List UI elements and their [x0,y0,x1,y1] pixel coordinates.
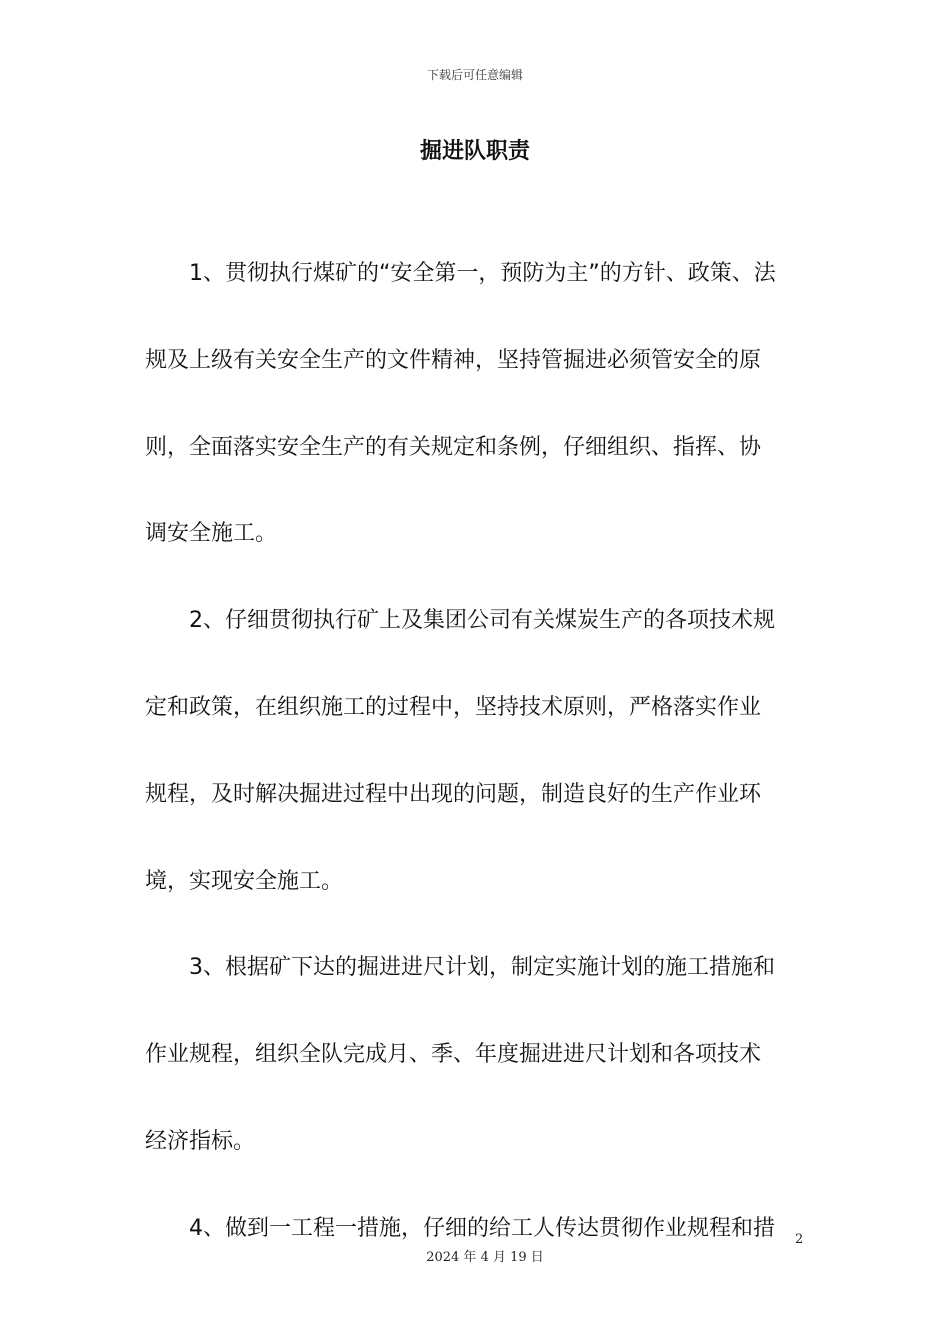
text-line: 则，全面落实安全生产的有关规定和条例，仔细组织、指挥、协 [145,434,762,460]
text-line: 作业规程，组织全队完成月、季、年度掘进进尺计划和各项技术 [145,1042,762,1068]
text-line: 经济指标。 [145,1128,256,1154]
page-number: 2 [795,1232,804,1247]
text-line: 4、做到一工程一措施，仔细的给工人传达贯彻作业规程和措 [189,1215,775,1241]
text-line: 调安全施工。 [145,521,278,547]
page-header: 下载后可任意编辑 [426,68,523,82]
text-line: 1、贯彻执行煤矿的“安全第一，预防为主”的方针、政策、法 [189,261,776,286]
text-line: 规及上级有关安全生产的文件精神，坚持管掘进必须管安全的原 [145,347,762,373]
document-body [145,244,807,1286]
text-line: 2、仔细贯彻执行矿上及集团公司有关煤炭生产的各项技术规 [189,608,775,634]
text-line: 规程，及时解决掘进过程中出现的问题，制造良好的生产作业环 [145,781,762,807]
text-line: 定和政策，在组织施工的过程中，坚持技术原则，严格落实作业 [145,694,762,720]
text-line: 3、根据矿下达的掘进进尺计划，制定实施计划的施工措施和 [189,955,775,981]
text-line: 境，实现安全施工。 [145,868,344,894]
footer-date: 2024 年 4 月 19 日 [426,1250,544,1265]
document-title: 掘进队职责 [419,139,530,164]
